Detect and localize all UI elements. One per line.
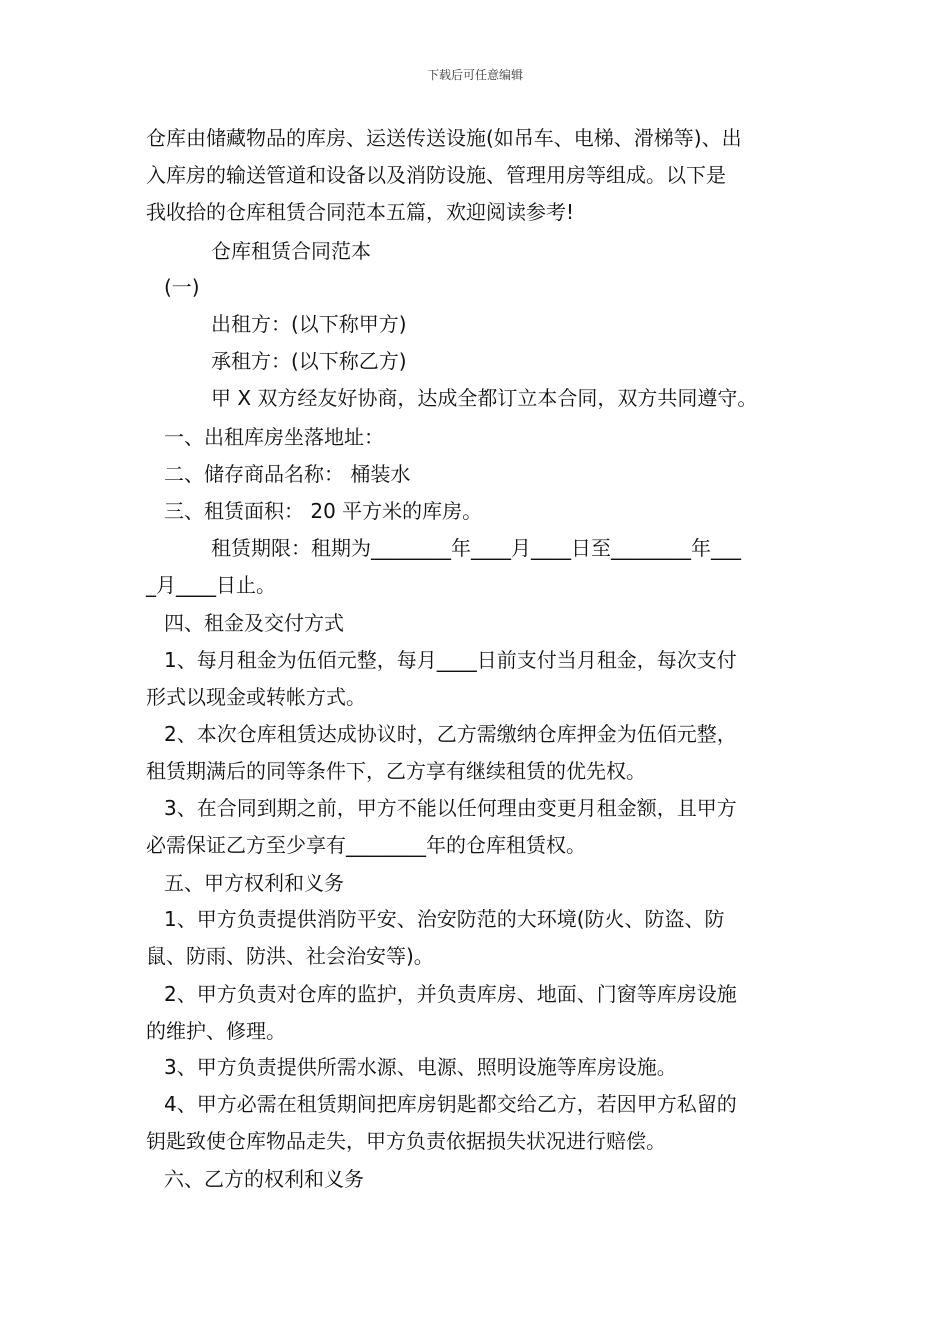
paragraph-line: 鼠、防雨、防洪、社会治安等)。	[146, 944, 434, 968]
paragraph-line: 形式以现金或转帐方式。	[146, 685, 366, 709]
paragraph-line: 我收拾的仓库租赁合同范本五篇，欢迎阅读参考!	[146, 200, 575, 224]
lessor-line: 出租方：(以下称甲方)	[211, 312, 407, 336]
paragraph-line: 3、在合同到期之前，甲方不能以任何理由变更月租金额，且甲方	[164, 796, 737, 820]
clause-heading: 三、租赁面积： 20 平方米的库房。	[164, 499, 483, 523]
paragraph-line: 入库房的输送管道和设备以及消防设施、管理用房等组成。以下是	[146, 163, 726, 187]
paragraph-line: 必需保证乙方至少享有________年的仓库租赁权。	[146, 833, 586, 857]
page-header: 下载后可任意编辑	[426, 68, 523, 82]
lessee-line: 承租方：(以下称乙方)	[211, 349, 407, 373]
paragraph-line: 租赁期满后的同等条件下，乙方享有继续租赁的优先权。	[146, 759, 646, 783]
paragraph-line: 2、甲方负责对仓库的监护，并负责库房、地面、门窗等库房设施	[164, 982, 737, 1006]
clause-heading: 四、租金及交付方式	[164, 611, 344, 635]
clause-heading: 一、出租库房坐落地址：	[164, 425, 384, 449]
clause-heading: 六、乙方的权利和义务	[164, 1167, 364, 1191]
paragraph-line: 4、甲方必需在租赁期间把库房钥匙都交给乙方，若因甲方私留的	[164, 1092, 737, 1116]
paragraph-line: 仓库由储藏物品的库房、运送传送设施(如吊车、电梯、滑梯等)、出	[146, 126, 742, 150]
paragraph-line: _月____日止。	[146, 573, 276, 597]
paragraph-line: 3、甲方负责提供所需水源、电源、照明设施等库房设施。	[164, 1055, 677, 1079]
paragraph-line: 钥匙致使仓库物品走失，甲方负责依据损失状况进行赔偿。	[146, 1129, 666, 1153]
paragraph-line: 的维护、修理。	[146, 1019, 286, 1043]
paragraph-line: 1、甲方负责提供消防平安、治安防范的大环境(防火、防盗、防	[164, 907, 725, 931]
paragraph-line: 1、每月租金为伍佰元整，每月____日前支付当月租金，每次支付	[164, 648, 737, 672]
section-marker: (一)	[164, 275, 200, 299]
clause-heading: 二、储存商品名称： 桶装水	[164, 462, 411, 486]
paragraph-line: 甲 X 双方经友好协商，达成全都订立本合同，双方共同遵守。	[211, 386, 758, 410]
paragraph-line: 2、本次仓库租赁达成协议时，乙方需缴纳仓库押金为伍佰元整，	[164, 722, 737, 746]
clause-heading: 五、甲方权利和义务	[164, 871, 344, 895]
paragraph-line: 租赁期限：租期为________年____月____日至________年___	[211, 536, 741, 560]
document-title: 仓库租赁合同范本	[211, 239, 371, 263]
